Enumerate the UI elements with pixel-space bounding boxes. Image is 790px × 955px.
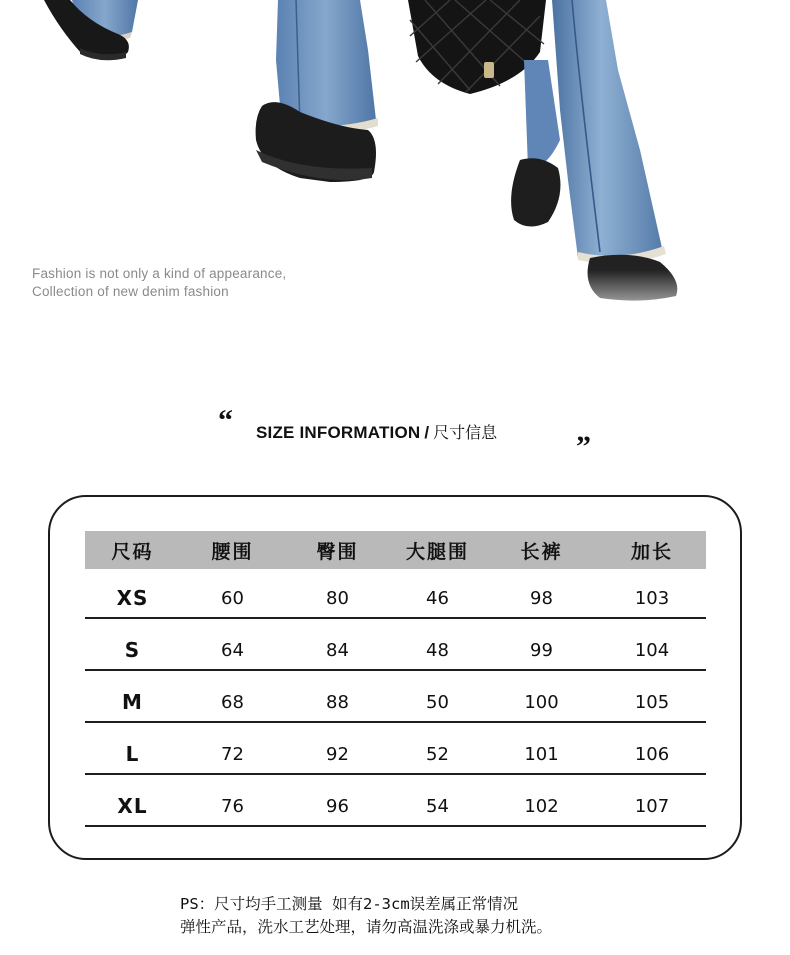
cell-waist: 60 <box>221 587 244 609</box>
cell-hip: 84 <box>326 639 349 661</box>
cell-long-length: 107 <box>634 795 670 817</box>
cell-thigh: 50 <box>426 691 449 713</box>
table-row <box>85 621 706 671</box>
cell-size: M <box>122 690 143 714</box>
header-long-length: 加长 <box>630 540 673 563</box>
table-body <box>85 569 706 827</box>
cell-hip: 88 <box>326 691 349 713</box>
cell-pants-length: 98 <box>530 587 553 609</box>
open-quote-mark: “ <box>218 404 233 437</box>
cell-pants-length: 99 <box>530 639 553 661</box>
cell-pants-length: 100 <box>524 691 559 713</box>
header-thigh: 大腿围 <box>405 540 469 563</box>
heading-slash: / <box>424 423 430 442</box>
table-row <box>85 725 706 775</box>
close-quote-mark: ” <box>576 430 591 463</box>
header-pants-length: 长裤 <box>520 540 563 563</box>
tagline-line-2: Collection of new denim fashion <box>32 284 229 299</box>
cell-pants-length: 102 <box>524 795 559 817</box>
header-waist: 腰围 <box>211 540 254 563</box>
cell-thigh: 54 <box>426 795 449 817</box>
cell-thigh: 52 <box>426 743 449 765</box>
measurement-note <box>180 893 552 939</box>
cell-long-length: 105 <box>634 691 670 713</box>
heading-english: SIZE INFORMATION <box>256 423 421 442</box>
cell-thigh: 46 <box>426 587 449 609</box>
cell-waist: 68 <box>221 691 244 713</box>
product-photo <box>0 0 790 320</box>
note-line-2: 弹性产品，洗水工艺处理，请勿高温洗涤或暴力机洗。 <box>180 918 553 936</box>
cell-long-length: 106 <box>634 743 670 765</box>
cell-long-length: 103 <box>634 587 670 609</box>
cell-thigh: 48 <box>426 639 449 661</box>
cell-hip: 80 <box>326 587 349 609</box>
section-heading <box>256 423 497 443</box>
table-header <box>85 531 706 569</box>
table-row <box>85 673 706 723</box>
cell-hip: 96 <box>326 795 349 817</box>
cell-hip: 92 <box>326 743 349 765</box>
note-line-1: PS：尺寸均手工测量 如有2-3cm误差属正常情况 <box>180 895 519 913</box>
cell-long-length: 104 <box>634 639 670 661</box>
size-table <box>85 531 706 827</box>
heading-chinese: 尺寸信息 <box>433 423 498 442</box>
header-hip: 臀围 <box>316 540 359 563</box>
header-size: 尺码 <box>111 540 154 563</box>
cell-size: L <box>125 742 140 766</box>
cell-size: XL <box>117 794 148 818</box>
cell-waist: 76 <box>221 795 244 817</box>
cell-size: S <box>124 638 141 662</box>
cell-waist: 64 <box>221 639 244 661</box>
table-row <box>85 777 706 827</box>
cell-pants-length: 101 <box>524 743 559 765</box>
cell-size: XS <box>116 586 149 610</box>
table-row <box>85 569 706 619</box>
tagline <box>32 265 286 301</box>
cell-waist: 72 <box>221 743 244 765</box>
tagline-line-1: Fashion is not only a kind of appearance, <box>32 266 287 281</box>
